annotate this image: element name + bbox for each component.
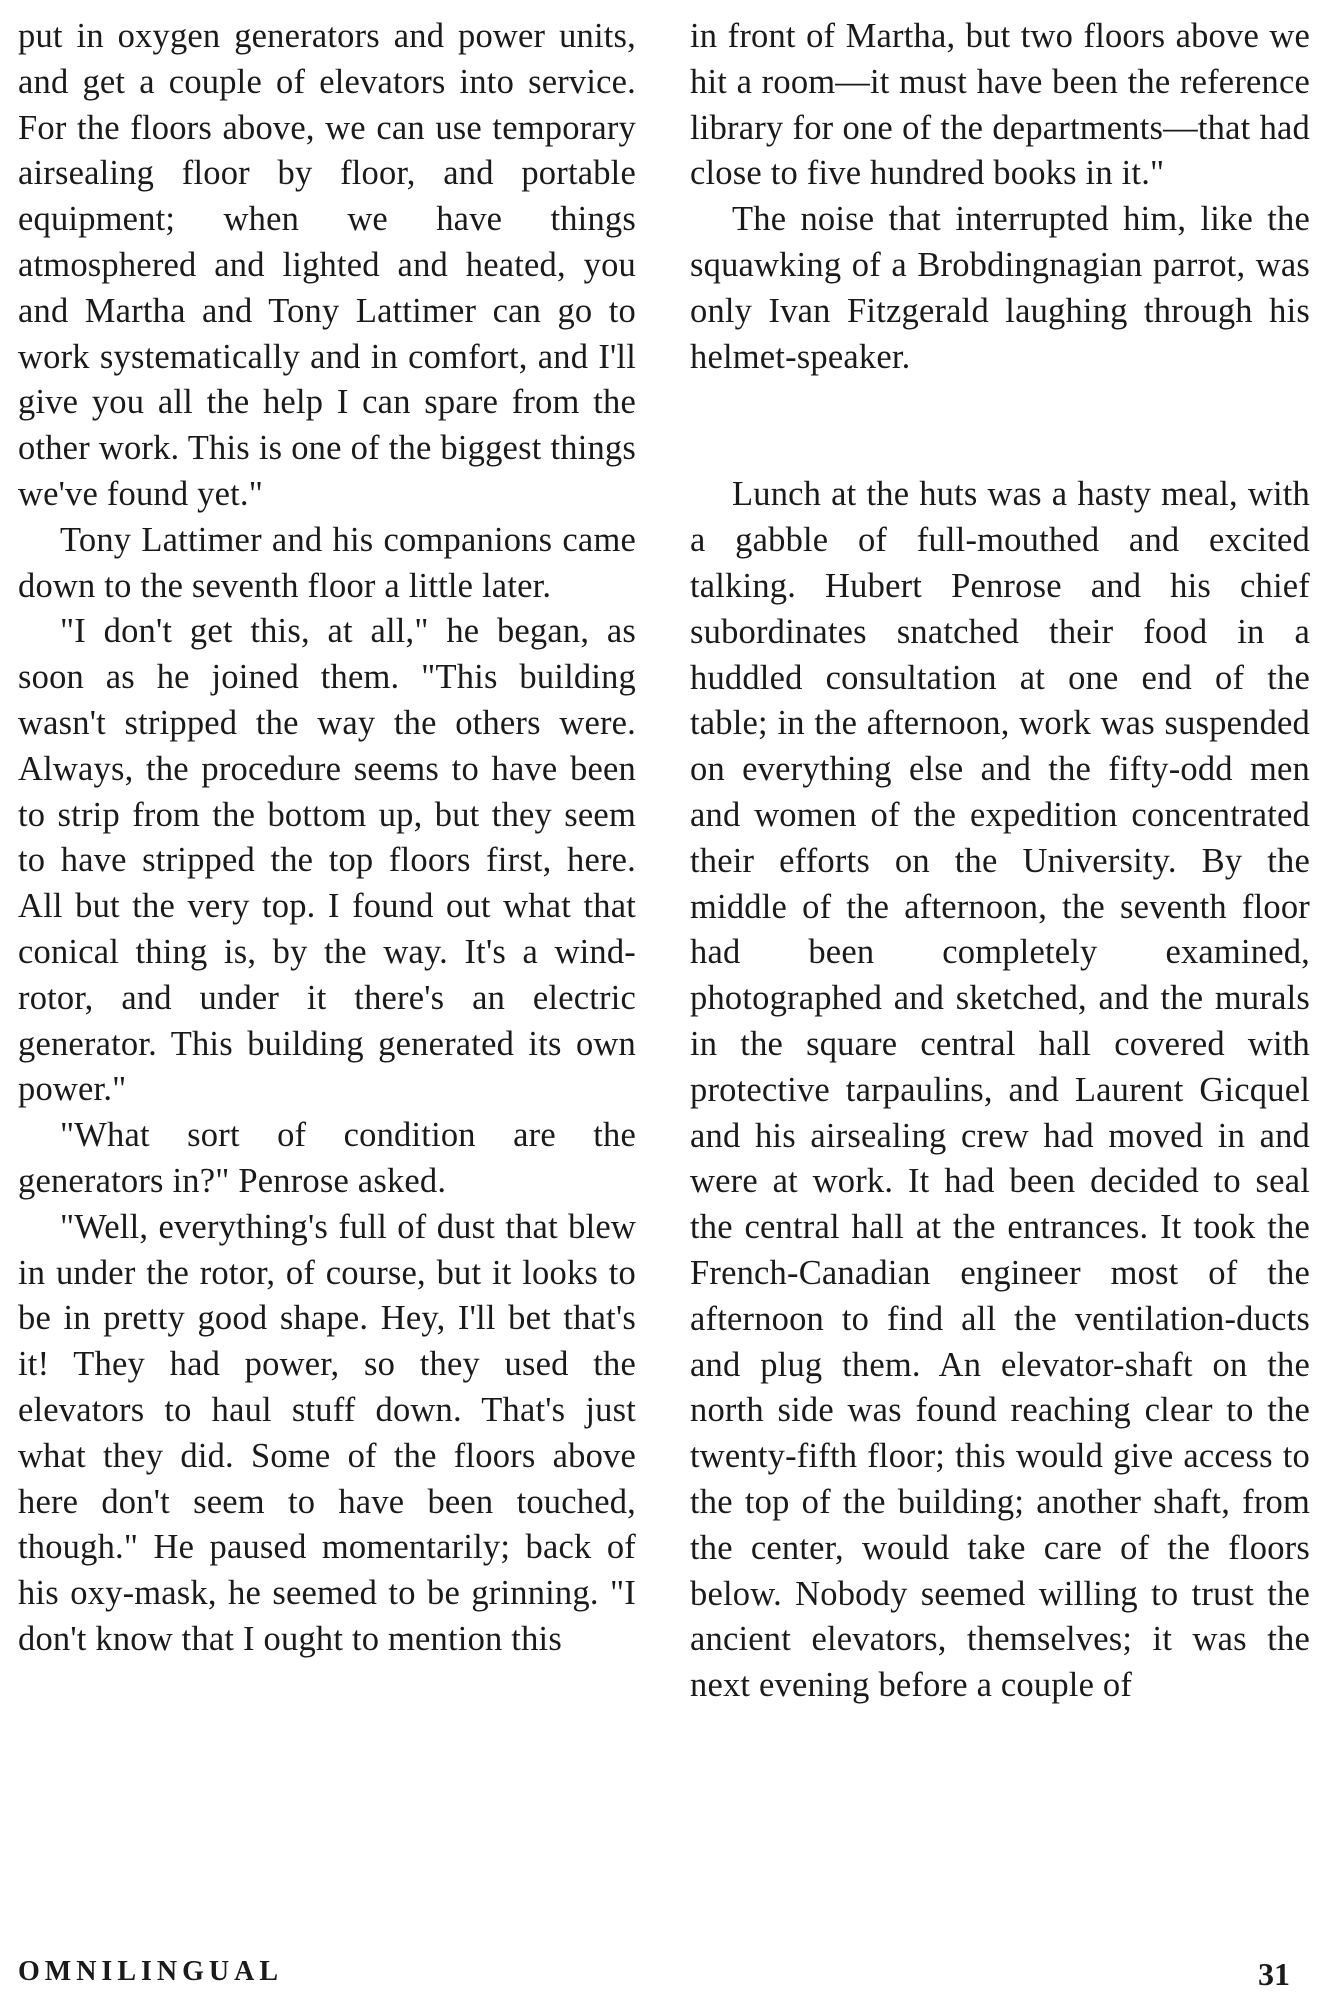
paragraph: "What sort of condition are the generators in?" Penrose asked. xyxy=(18,1116,636,1200)
paragraph: put in oxygen generators and power units, and get a couple of elevators into service. For the floors above, we can use temporary airsealing floor by floor, and portable equipment; when we have things atmosphered and lighted and heated, you and Martha and Tony Lattimer can go to work systematically and in comfort, and I'll give you all the help I can spare from the other work. This is one of the biggest things we've found yet." xyxy=(18,17,636,513)
paragraph: The noise that interrupted him, like the squawking of a Brobdingnagian parrot, was only Ivan Fitzgerald laughing through his helmet-speaker. xyxy=(690,200,1310,376)
left-text-column xyxy=(18,14,636,1663)
paragraph: in front of Martha, but two floors above we hit a room—it must have been the reference library for one of the departments—that had close to five hundred books in it." xyxy=(690,17,1310,193)
paragraph: Lunch at the huts was a hasty meal, with a gabble of full-mouthed and excited talking. Hubert Penrose and his chief subordinates snatched their food in a huddled consultation at one end of the table; in the afternoon, work was suspended on everything else and the fifty-odd men and women of the expedition concentrated their efforts on the University. By the middle of the afternoon, the seventh floor had been completely examined, photographed and sketched, and the murals in the square central hall covered with protective tarpaulins, and Laurent Gicquel and his airsealing crew had moved in and were at work. It had been decided to seal the central hall at the entrances. It took the French-Canadian engineer most of the afternoon to find all the ventilation-ducts and plug them. An elevator-shaft on the north side was found reaching clear to the twenty-fifth floor; this would give access to the top of the building; another shaft, from the center, would take care of the floors below. Nobody seemed willing to trust the ancient elevators, themselves; it was the next evening before a couple of xyxy=(690,475,1310,1705)
right-text-column xyxy=(690,14,1310,1709)
paragraph: "Well, everything's full of dust that blew in under the rotor, of course, but it looks to be in pretty good shape. Hey, I'll bet that's it! They had power, so they used the elevators to haul stuff down. That's just what they did. Some of the floors above here don't seem to have been touched, though." He paused momentarily; back of his oxy-mask, he seemed to be grinning. "I don't know that I ought to mention this xyxy=(18,1207,636,1658)
running-footer-title: OMNILINGUAL xyxy=(18,1956,284,1987)
page-number: 31 xyxy=(1258,1956,1290,1992)
paragraph: "I don't get this, at all," he began, as soon as he joined them. "This building wasn't stripped the way the others were. Always, the procedure seems to have been to strip from the bottom up, but they seem to have stripped the top floors first, here. All but the very top. I found out what that conical thing is, by the way. It's a wind-rotor, and under it there's an electric generator. This building generated its own power." xyxy=(18,612,636,1109)
paragraph: Tony Lattimer and his companions came down to the seventh floor a little later. xyxy=(18,520,636,605)
